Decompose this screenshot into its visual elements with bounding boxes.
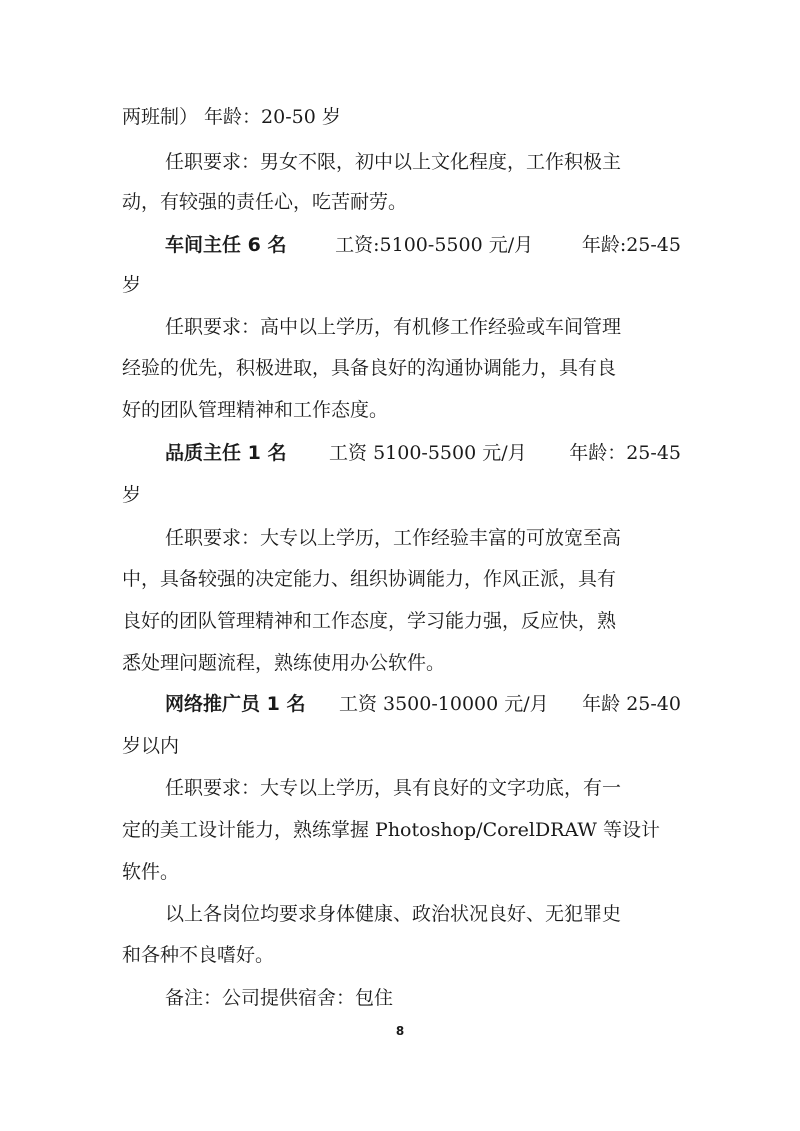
text-line: 悉处理问题流程，熟练使用办公软件。 bbox=[122, 652, 446, 674]
text-line: 良好的团队管理精神和工作态度，学习能力强，反应快，熟 bbox=[122, 610, 617, 632]
text-line: 备注：公司提供宿舍：包住 bbox=[165, 987, 394, 1009]
text-line: 定的美工设计能力，熟练掌握 Photoshop/CorelDRAW 等设计 bbox=[122, 819, 661, 841]
text-line: 和各种不良嗜好。 bbox=[122, 944, 275, 966]
text-line: 中，具备较强的决定能力、组织协调能力，作风正派，具有 bbox=[122, 568, 617, 590]
page-number: 8 bbox=[395, 1024, 405, 1038]
text-line: 以上各岗位均要求身体健康、政治状况良好、无犯罪史 bbox=[165, 903, 622, 925]
text-line: 任职要求：大专以上学历，具有良好的文字功底，有一 bbox=[165, 777, 622, 799]
job-salary: 工资 3500-10000 元/月 bbox=[338, 693, 549, 715]
text-line: 任职要求：大专以上学历，工作经验丰富的可放宽至高 bbox=[165, 527, 622, 549]
job-heading-workshop-director bbox=[165, 232, 681, 258]
text-line: 两班制） 年龄：20-50 岁 bbox=[122, 106, 341, 128]
job-salary: 工资:5100-5500 元/月 bbox=[335, 234, 534, 256]
text-line: 岁以内 bbox=[122, 735, 180, 757]
text-line: 任职要求：高中以上学历，有机修工作经验或车间管理 bbox=[165, 316, 622, 338]
job-title: 网络推广员 1 名 bbox=[165, 693, 306, 715]
job-age: 年龄：25-45 bbox=[569, 442, 681, 464]
job-heading-network-promoter bbox=[165, 691, 681, 717]
text-line: 岁 bbox=[122, 274, 142, 296]
text-line: 好的团队管理精神和工作态度。 bbox=[122, 399, 389, 421]
job-salary: 工资 5100-5500 元/月 bbox=[329, 442, 527, 464]
job-title: 车间主任 6 名 bbox=[165, 234, 287, 256]
job-age: 年龄 25-40 bbox=[582, 693, 681, 715]
job-age: 年龄:25-45 bbox=[581, 234, 681, 256]
text-line: 岁 bbox=[122, 484, 142, 506]
job-title: 品质主任 1 名 bbox=[165, 442, 287, 464]
text-line: 动，有较强的责任心，吃苦耐劳。 bbox=[122, 191, 408, 213]
text-line: 软件。 bbox=[122, 861, 180, 883]
job-heading-quality-director bbox=[165, 440, 681, 466]
text-line: 任职要求：男女不限，初中以上文化程度，工作积极主 bbox=[165, 151, 622, 173]
text-line: 经验的优先，积极进取，具备良好的沟通协调能力，具有良 bbox=[122, 357, 617, 379]
